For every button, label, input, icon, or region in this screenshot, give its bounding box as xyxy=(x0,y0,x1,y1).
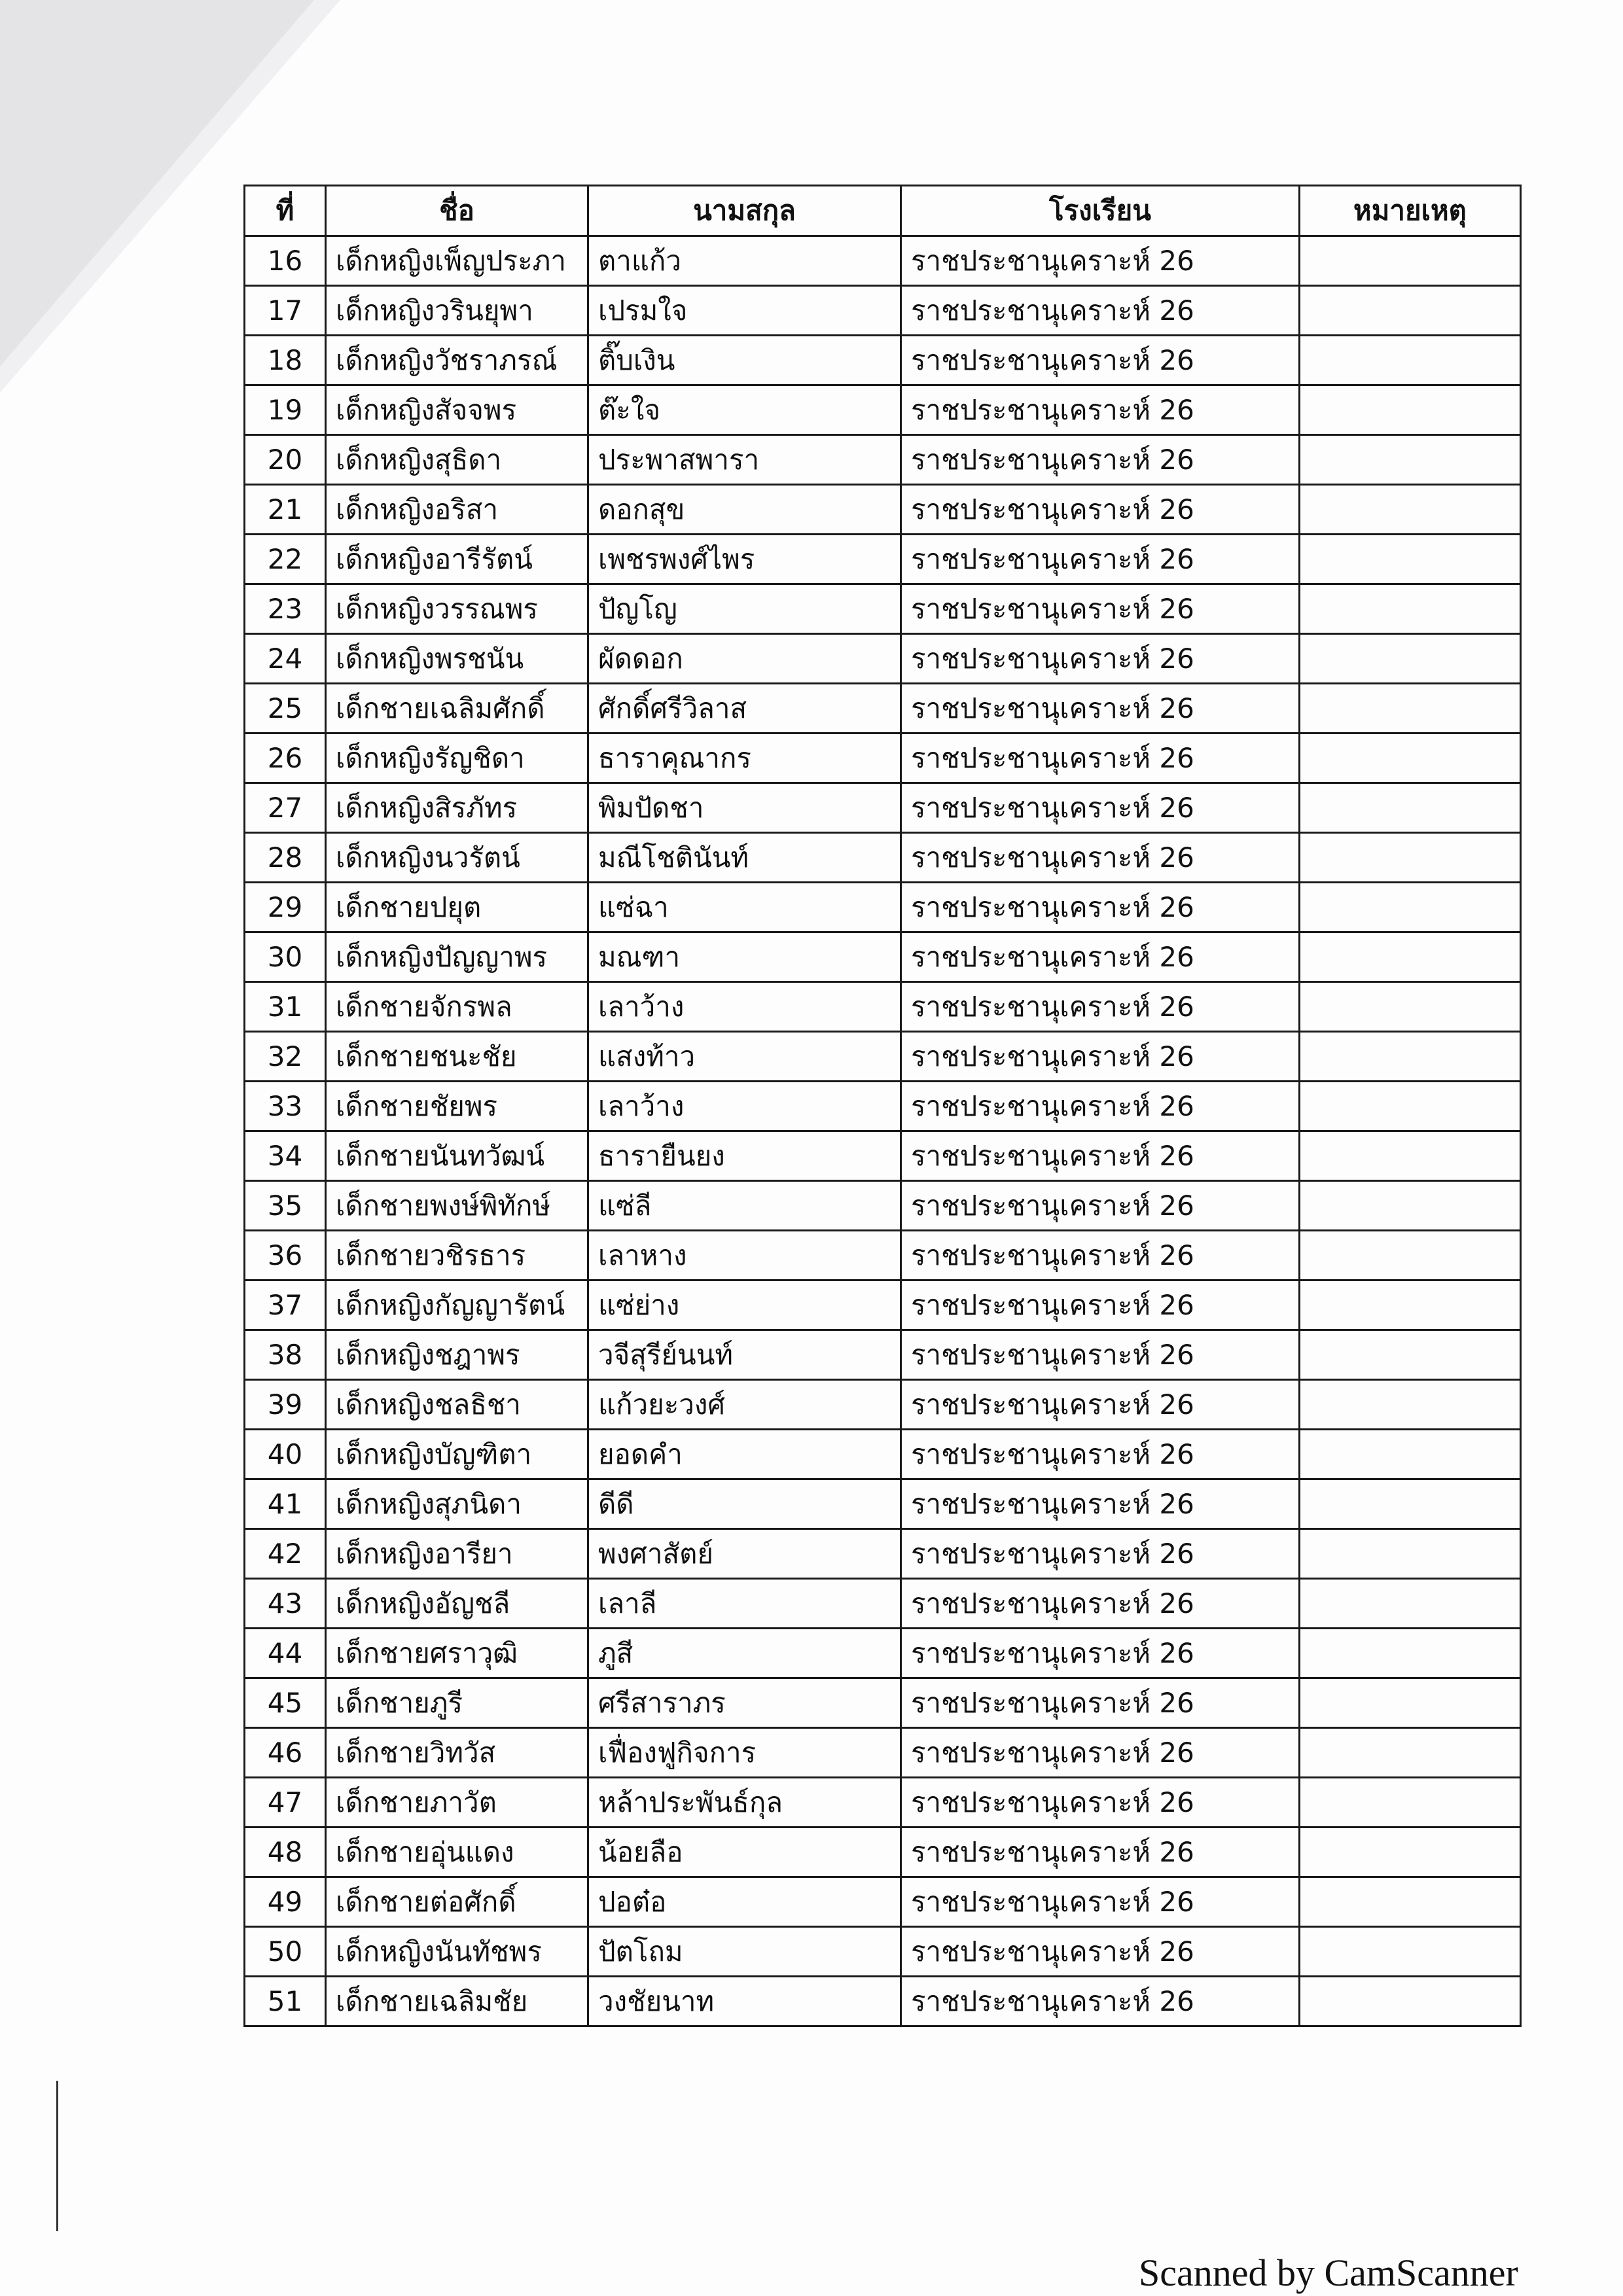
cell-number: 23 xyxy=(245,584,326,634)
cell-number: 37 xyxy=(245,1280,326,1330)
cell-school: ราชประชานุเคราะห์ 26 xyxy=(901,385,1300,435)
table-row xyxy=(245,733,1521,783)
cell-last-name: ดอกสุข xyxy=(588,485,901,535)
table-row xyxy=(245,833,1521,883)
table-row xyxy=(245,1828,1521,1877)
cell-last-name: ภูสี xyxy=(588,1629,901,1678)
cell-last-name: ธาราคุณากร xyxy=(588,733,901,783)
header-number: ที่ xyxy=(245,186,326,236)
cell-last-name: ติ๊บเงิน xyxy=(588,336,901,385)
cell-number: 22 xyxy=(245,535,326,584)
cell-remarks xyxy=(1300,485,1521,535)
cell-remarks xyxy=(1300,932,1521,982)
table-row xyxy=(245,1330,1521,1380)
cell-school: ราชประชานุเคราะห์ 26 xyxy=(901,1828,1300,1877)
cell-number: 39 xyxy=(245,1380,326,1430)
cell-school: ราชประชานุเคราะห์ 26 xyxy=(901,535,1300,584)
cell-first-name: เด็กหญิงพรชนัน xyxy=(326,634,588,684)
cell-first-name: เด็กชายวชิรธาร xyxy=(326,1231,588,1280)
cell-first-name: เด็กชายอุ่นแดง xyxy=(326,1828,588,1877)
cell-last-name: แซ่ลี xyxy=(588,1181,901,1231)
cell-last-name: เพชรพงศ์ไพร xyxy=(588,535,901,584)
cell-last-name: วจีสุรีย์นนท์ xyxy=(588,1330,901,1380)
cell-number: 48 xyxy=(245,1828,326,1877)
table-row xyxy=(245,385,1521,435)
cell-last-name: ตาแก้ว xyxy=(588,236,901,286)
cell-remarks xyxy=(1300,1380,1521,1430)
cell-number: 32 xyxy=(245,1032,326,1082)
table-row xyxy=(245,1231,1521,1280)
cell-first-name: เด็กชายปยุต xyxy=(326,883,588,932)
cell-number: 19 xyxy=(245,385,326,435)
cell-first-name: เด็กชายต่อศักดิ์ xyxy=(326,1877,588,1927)
cell-remarks xyxy=(1300,1927,1521,1977)
cell-number: 41 xyxy=(245,1479,326,1529)
cell-school: ราชประชานุเคราะห์ 26 xyxy=(901,733,1300,783)
cell-school: ราชประชานุเคราะห์ 26 xyxy=(901,1231,1300,1280)
cell-remarks xyxy=(1300,385,1521,435)
cell-last-name: ผัดดอก xyxy=(588,634,901,684)
cell-school: ราชประชานุเคราะห์ 26 xyxy=(901,932,1300,982)
cell-number: 34 xyxy=(245,1131,326,1181)
cell-school: ราชประชานุเคราะห์ 26 xyxy=(901,1728,1300,1778)
table-row xyxy=(245,236,1521,286)
cell-number: 44 xyxy=(245,1629,326,1678)
cell-school: ราชประชานุเคราะห์ 26 xyxy=(901,1778,1300,1828)
cell-remarks xyxy=(1300,1131,1521,1181)
cell-first-name: เด็กชายนันทวัฒน์ xyxy=(326,1131,588,1181)
cell-last-name: ปอต๋อ xyxy=(588,1877,901,1927)
header-school: โรงเรียน xyxy=(901,186,1300,236)
cell-remarks xyxy=(1300,1430,1521,1479)
cell-last-name: แซ่ฉา xyxy=(588,883,901,932)
student-list-table xyxy=(243,185,1522,2027)
camscanner-watermark: Scanned by CamScanner xyxy=(1139,2252,1518,2294)
cell-first-name: เด็กหญิงบัญฑิตา xyxy=(326,1430,588,1479)
cell-school: ราชประชานุเคราะห์ 26 xyxy=(901,1330,1300,1380)
table-row xyxy=(245,883,1521,932)
cell-last-name: เปรมใจ xyxy=(588,286,901,336)
cell-last-name: พงศาสัตย์ xyxy=(588,1529,901,1579)
cell-last-name: เลาหาง xyxy=(588,1231,901,1280)
cell-first-name: เด็กหญิงวัชราภรณ์ xyxy=(326,336,588,385)
table-row xyxy=(245,932,1521,982)
table-row xyxy=(245,634,1521,684)
cell-first-name: เด็กหญิงชลธิชา xyxy=(326,1380,588,1430)
cell-last-name: มณีโชตินันท์ xyxy=(588,833,901,883)
table-row xyxy=(245,982,1521,1032)
cell-remarks xyxy=(1300,236,1521,286)
cell-school: ราชประชานุเคราะห์ 26 xyxy=(901,236,1300,286)
cell-school: ราชประชานุเคราะห์ 26 xyxy=(901,783,1300,833)
table-row xyxy=(245,684,1521,733)
cell-school: ราชประชานุเคราะห์ 26 xyxy=(901,1131,1300,1181)
cell-remarks xyxy=(1300,833,1521,883)
cell-last-name: ปัตโถม xyxy=(588,1927,901,1977)
cell-school: ราชประชานุเคราะห์ 26 xyxy=(901,1678,1300,1728)
cell-number: 33 xyxy=(245,1082,326,1131)
table-row xyxy=(245,1579,1521,1629)
cell-number: 45 xyxy=(245,1678,326,1728)
cell-remarks xyxy=(1300,435,1521,485)
cell-first-name: เด็กชายศราวุฒิ xyxy=(326,1629,588,1678)
cell-remarks xyxy=(1300,1082,1521,1131)
cell-remarks xyxy=(1300,982,1521,1032)
cell-remarks xyxy=(1300,584,1521,634)
table-row xyxy=(245,1280,1521,1330)
cell-last-name: ต๊ะใจ xyxy=(588,385,901,435)
cell-number: 43 xyxy=(245,1579,326,1629)
cell-school: ราชประชานุเคราะห์ 26 xyxy=(901,286,1300,336)
cell-school: ราชประชานุเคราะห์ 26 xyxy=(901,833,1300,883)
cell-last-name: ยอดคำ xyxy=(588,1430,901,1479)
table-row xyxy=(245,286,1521,336)
cell-last-name: แสงท้าว xyxy=(588,1032,901,1082)
cell-remarks xyxy=(1300,1629,1521,1678)
table-row xyxy=(245,1877,1521,1927)
cell-school: ราชประชานุเคราะห์ 26 xyxy=(901,634,1300,684)
cell-remarks xyxy=(1300,1828,1521,1877)
cell-number: 24 xyxy=(245,634,326,684)
cell-last-name: ปัญโญ xyxy=(588,584,901,634)
table-row xyxy=(245,783,1521,833)
cell-last-name: หล้าประพันธ์กุล xyxy=(588,1778,901,1828)
cell-school: ราชประชานุเคราะห์ 26 xyxy=(901,684,1300,733)
cell-first-name: เด็กชายวิทวัส xyxy=(326,1728,588,1778)
cell-remarks xyxy=(1300,1330,1521,1380)
cell-remarks xyxy=(1300,1579,1521,1629)
cell-number: 42 xyxy=(245,1529,326,1579)
cell-last-name: ศรีสาราภร xyxy=(588,1678,901,1728)
cell-school: ราชประชานุเคราะห์ 26 xyxy=(901,1181,1300,1231)
table-row xyxy=(245,1181,1521,1231)
cell-number: 51 xyxy=(245,1977,326,2026)
table-row xyxy=(245,1529,1521,1579)
cell-remarks xyxy=(1300,1977,1521,2026)
table-body xyxy=(245,236,1521,2026)
cell-first-name: เด็กหญิงสิรภัทร xyxy=(326,783,588,833)
cell-remarks xyxy=(1300,883,1521,932)
cell-school: ราชประชานุเคราะห์ 26 xyxy=(901,1579,1300,1629)
cell-first-name: เด็กชายชัยพร xyxy=(326,1082,588,1131)
cell-last-name: มณฑา xyxy=(588,932,901,982)
cell-remarks xyxy=(1300,535,1521,584)
cell-number: 28 xyxy=(245,833,326,883)
cell-number: 26 xyxy=(245,733,326,783)
cell-school: ราชประชานุเคราะห์ 26 xyxy=(901,1977,1300,2026)
cell-number: 18 xyxy=(245,336,326,385)
table-row xyxy=(245,1479,1521,1529)
cell-last-name: วงชัยนาท xyxy=(588,1977,901,2026)
cell-last-name: เฟื่องฟูกิจการ xyxy=(588,1728,901,1778)
cell-first-name: เด็กหญิงอารียา xyxy=(326,1529,588,1579)
cell-first-name: เด็กชายพงษ์พิทักษ์ xyxy=(326,1181,588,1231)
cell-number: 27 xyxy=(245,783,326,833)
table-row xyxy=(245,1778,1521,1828)
table-row xyxy=(245,535,1521,584)
cell-first-name: เด็กหญิงกัญญารัตน์ xyxy=(326,1280,588,1330)
cell-number: 16 xyxy=(245,236,326,286)
cell-last-name: แก้วยะวงศ์ xyxy=(588,1380,901,1430)
cell-school: ราชประชานุเคราะห์ 26 xyxy=(901,1380,1300,1430)
cell-first-name: เด็กหญิงเพ็ญประภา xyxy=(326,236,588,286)
cell-school: ราชประชานุเคราะห์ 26 xyxy=(901,1280,1300,1330)
cell-remarks xyxy=(1300,1877,1521,1927)
cell-first-name: เด็กหญิงรัญชิดา xyxy=(326,733,588,783)
cell-remarks xyxy=(1300,1032,1521,1082)
cell-first-name: เด็กชายจักรพล xyxy=(326,982,588,1032)
cell-first-name: เด็กหญิงนันทัชพร xyxy=(326,1927,588,1977)
cell-first-name: เด็กชายเฉลิมศักดิ์ xyxy=(326,684,588,733)
cell-school: ราชประชานุเคราะห์ 26 xyxy=(901,1927,1300,1977)
cell-remarks xyxy=(1300,1678,1521,1728)
cell-school: ราชประชานุเคราะห์ 26 xyxy=(901,1082,1300,1131)
cell-number: 38 xyxy=(245,1330,326,1380)
cell-school: ราชประชานุเคราะห์ 26 xyxy=(901,883,1300,932)
header-last-name: นามสกุล xyxy=(588,186,901,236)
cell-remarks xyxy=(1300,733,1521,783)
table-row xyxy=(245,1977,1521,2026)
cell-first-name: เด็กหญิงสุภนิดา xyxy=(326,1479,588,1529)
cell-remarks xyxy=(1300,634,1521,684)
cell-first-name: เด็กหญิงอารีรัตน์ xyxy=(326,535,588,584)
cell-last-name: ดีดี xyxy=(588,1479,901,1529)
cell-last-name: เลาลี xyxy=(588,1579,901,1629)
cell-number: 20 xyxy=(245,435,326,485)
cell-school: ราชประชานุเคราะห์ 26 xyxy=(901,1479,1300,1529)
cell-last-name: น้อยลือ xyxy=(588,1828,901,1877)
cell-first-name: เด็กชายภูรี xyxy=(326,1678,588,1728)
cell-first-name: เด็กหญิงปัญญาพร xyxy=(326,932,588,982)
cell-last-name: ประพาสพารา xyxy=(588,435,901,485)
cell-remarks xyxy=(1300,783,1521,833)
table-row xyxy=(245,1032,1521,1082)
cell-first-name: เด็กหญิงวรินยุพา xyxy=(326,286,588,336)
cell-school: ราชประชานุเคราะห์ 26 xyxy=(901,584,1300,634)
cell-last-name: ศักดิ์ศรีวิลาส xyxy=(588,684,901,733)
cell-first-name: เด็กหญิงชฎาพร xyxy=(326,1330,588,1380)
table-row xyxy=(245,1927,1521,1977)
cell-number: 25 xyxy=(245,684,326,733)
cell-remarks xyxy=(1300,1181,1521,1231)
cell-remarks xyxy=(1300,286,1521,336)
cell-number: 17 xyxy=(245,286,326,336)
cell-last-name: เลาว้าง xyxy=(588,982,901,1032)
header-first-name: ชื่อ xyxy=(326,186,588,236)
cell-school: ราชประชานุเคราะห์ 26 xyxy=(901,485,1300,535)
cell-remarks xyxy=(1300,1231,1521,1280)
cell-remarks xyxy=(1300,1728,1521,1778)
header-remarks: หมายเหตุ xyxy=(1300,186,1521,236)
scan-edge-line xyxy=(56,2081,58,2231)
cell-number: 30 xyxy=(245,932,326,982)
cell-number: 50 xyxy=(245,1927,326,1977)
cell-last-name: เลาว้าง xyxy=(588,1082,901,1131)
cell-number: 31 xyxy=(245,982,326,1032)
table-header-row xyxy=(245,186,1521,236)
cell-number: 40 xyxy=(245,1430,326,1479)
cell-number: 46 xyxy=(245,1728,326,1778)
cell-school: ราชประชานุเคราะห์ 26 xyxy=(901,435,1300,485)
cell-remarks xyxy=(1300,336,1521,385)
cell-remarks xyxy=(1300,1479,1521,1529)
cell-school: ราชประชานุเคราะห์ 26 xyxy=(901,1629,1300,1678)
cell-last-name: ธารายืนยง xyxy=(588,1131,901,1181)
table-row xyxy=(245,1131,1521,1181)
cell-first-name: เด็กชายชนะชัย xyxy=(326,1032,588,1082)
cell-remarks xyxy=(1300,1529,1521,1579)
cell-remarks xyxy=(1300,1280,1521,1330)
cell-school: ราชประชานุเคราะห์ 26 xyxy=(901,336,1300,385)
table-row xyxy=(245,1430,1521,1479)
table-row xyxy=(245,336,1521,385)
cell-first-name: เด็กหญิงสุธิดา xyxy=(326,435,588,485)
cell-school: ราชประชานุเคราะห์ 26 xyxy=(901,1430,1300,1479)
cell-number: 47 xyxy=(245,1778,326,1828)
table-row xyxy=(245,485,1521,535)
table-row xyxy=(245,1678,1521,1728)
table-row xyxy=(245,1629,1521,1678)
cell-first-name: เด็กหญิงอัญชลี xyxy=(326,1579,588,1629)
cell-number: 29 xyxy=(245,883,326,932)
table-row xyxy=(245,1082,1521,1131)
cell-first-name: เด็กหญิงอริสา xyxy=(326,485,588,535)
table-row xyxy=(245,1380,1521,1430)
cell-remarks xyxy=(1300,684,1521,733)
cell-first-name: เด็กหญิงวรรณพร xyxy=(326,584,588,634)
table-row xyxy=(245,1728,1521,1778)
cell-number: 49 xyxy=(245,1877,326,1927)
cell-last-name: แซ่ย่าง xyxy=(588,1280,901,1330)
cell-number: 36 xyxy=(245,1231,326,1280)
cell-first-name: เด็กชายภาวัต xyxy=(326,1778,588,1828)
cell-remarks xyxy=(1300,1778,1521,1828)
table-row xyxy=(245,584,1521,634)
cell-school: ราชประชานุเคราะห์ 26 xyxy=(901,1877,1300,1927)
cell-first-name: เด็กหญิงสัจจพร xyxy=(326,385,588,435)
cell-last-name: พิมปัดชา xyxy=(588,783,901,833)
cell-first-name: เด็กหญิงนวรัตน์ xyxy=(326,833,588,883)
cell-school: ราชประชานุเคราะห์ 26 xyxy=(901,982,1300,1032)
cell-first-name: เด็กชายเฉลิมชัย xyxy=(326,1977,588,2026)
cell-number: 35 xyxy=(245,1181,326,1231)
table-row xyxy=(245,435,1521,485)
cell-number: 21 xyxy=(245,485,326,535)
cell-school: ราชประชานุเคราะห์ 26 xyxy=(901,1529,1300,1579)
cell-school: ราชประชานุเคราะห์ 26 xyxy=(901,1032,1300,1082)
